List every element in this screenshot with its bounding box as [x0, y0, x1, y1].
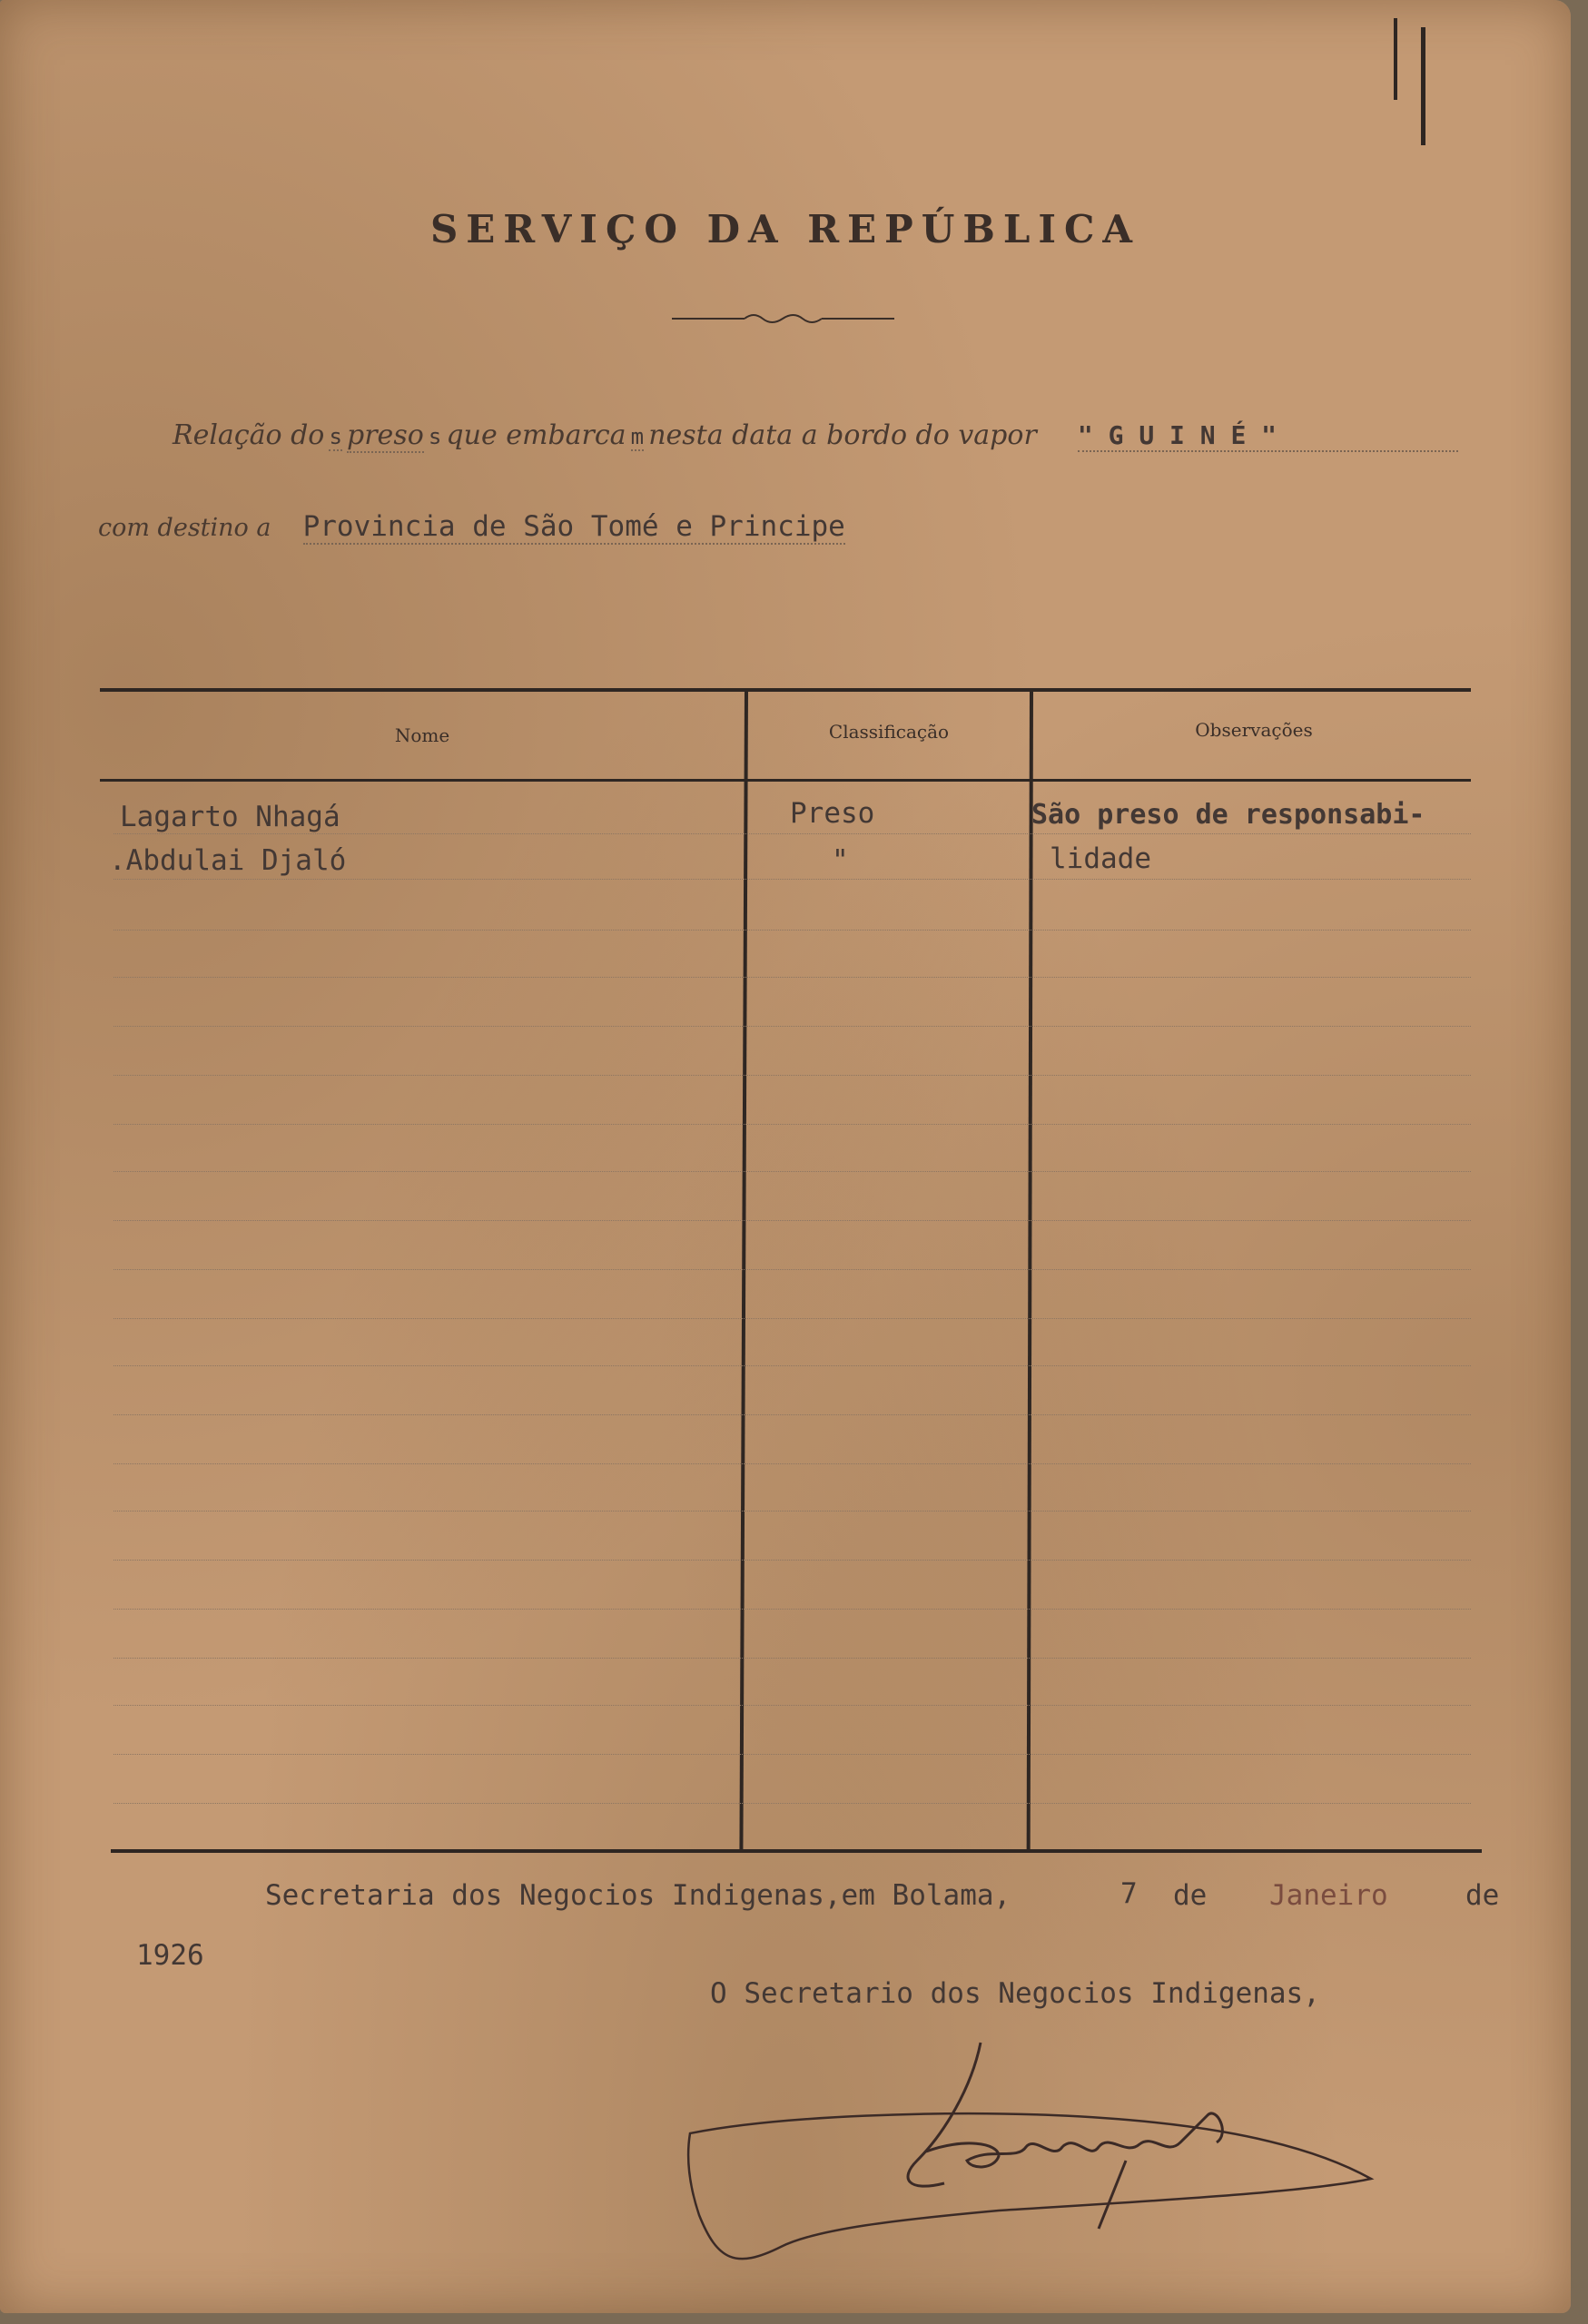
ruled-line [113, 879, 1471, 880]
ruled-line [113, 930, 1471, 931]
ruled-line [113, 1171, 1471, 1172]
table-bottom-rule [111, 1849, 1482, 1853]
table-header-rule [100, 779, 1471, 782]
binder-mark [1421, 27, 1425, 145]
table-cell-observacoes: São preso de responsabi- [1031, 799, 1425, 831]
footer-year: 1926 [136, 1939, 204, 1972]
column-header-nome: Nome [394, 724, 450, 746]
ruled-line [113, 1803, 1471, 1804]
ruled-line [113, 1414, 1471, 1415]
signature [672, 2034, 1389, 2288]
ruled-line [113, 1220, 1471, 1221]
document-title: SERVIÇO DA REPÚBLICA [429, 207, 1141, 251]
ruled-line [113, 1269, 1471, 1270]
ruled-line [113, 1658, 1471, 1659]
ruled-line [113, 833, 1471, 834]
column-header-observacoes: Observações [1195, 719, 1313, 741]
table-cell-classificacao: Preso [790, 797, 875, 830]
destino-label: com destino a [98, 514, 271, 542]
footer-de: de [1465, 1879, 1500, 1912]
column-header-classificacao: Classificação [828, 721, 950, 743]
table-cell-nome: Lagarto Nhagá [120, 801, 340, 833]
ruled-line [113, 1463, 1471, 1464]
table-cell-nome: .Abdulai Djaló [109, 844, 347, 877]
title-ornament [672, 309, 894, 329]
table-cell-classificacao: " [832, 844, 849, 877]
relacao-plural-s: s [329, 424, 342, 449]
footer-place: Secretaria dos Negocios Indigenas,em Bolama, [265, 1879, 1011, 1912]
ruled-line [113, 1705, 1471, 1706]
relacao-preso: preso [347, 419, 424, 451]
table-top-rule [100, 688, 1471, 692]
relacao-line [173, 419, 1480, 459]
relacao-lead: Relação do [173, 419, 325, 451]
footer-day: 7 [1120, 1877, 1138, 1910]
ruled-line [113, 1511, 1471, 1512]
table-cell-observacoes: lidade [1050, 842, 1151, 875]
relacao-mid: que embarca [446, 419, 626, 451]
binder-mark [1394, 18, 1397, 100]
footer-month: Janeiro [1269, 1879, 1388, 1912]
ruled-line [113, 1318, 1471, 1319]
ruled-line [113, 1075, 1471, 1076]
vessel-name: " G U I N É " [1078, 420, 1458, 452]
ruled-line [113, 1754, 1471, 1755]
relacao-plural-s2: s [428, 424, 442, 449]
signatory-title: O Secretario dos Negocios Indigenas, [710, 1977, 1320, 2010]
ruled-line [113, 1124, 1471, 1125]
destino-value: Provincia de São Tomé e Principe [302, 510, 845, 543]
ruled-line [113, 1609, 1471, 1610]
ruled-line [113, 977, 1471, 978]
ruled-line [113, 1560, 1471, 1561]
relacao-tail: nesta data a bordo do vapor [648, 419, 1037, 451]
ruled-line [113, 1365, 1471, 1366]
ruled-line [113, 1026, 1471, 1027]
relacao-plural-m: m [630, 424, 645, 449]
footer-de: de [1173, 1879, 1208, 1912]
destino-line [98, 510, 1006, 550]
